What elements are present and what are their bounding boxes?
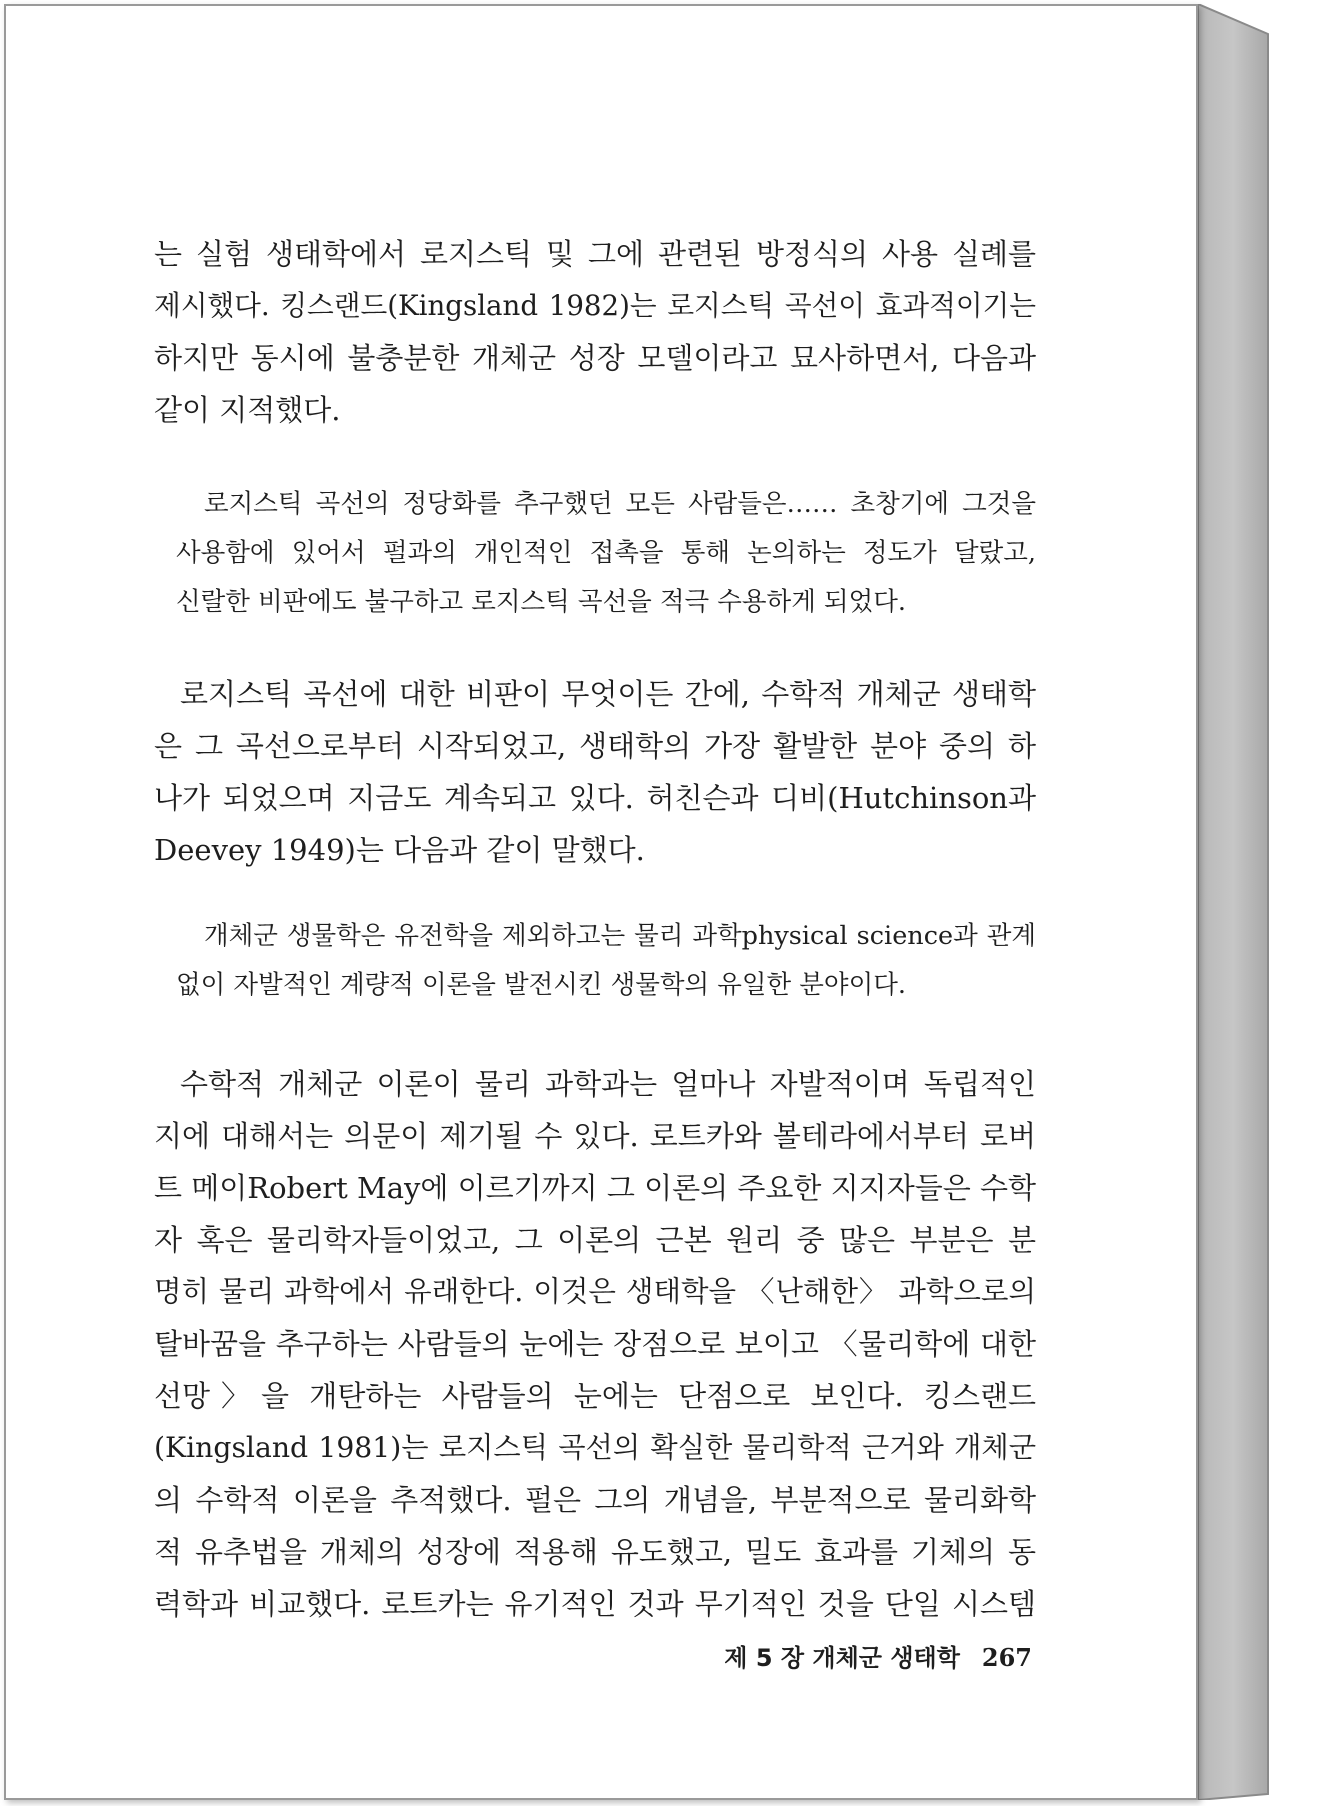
book-page <box>4 4 1198 1800</box>
text-line: 같이 지적했다. <box>154 393 341 427</box>
text-line: 로지스틱 곡선에 대한 비판이 무엇이든 간에, 수학적 개체군 생태학 <box>180 677 1036 711</box>
text-line: 나가 되었으며 지금도 계속되고 있다. 허친슨과 디비(Hutchinson과 <box>154 781 1036 815</box>
text-line: 는 실험 생태학에서 로지스틱 및 그에 관련된 방정식의 사용 실례를 <box>154 237 1036 271</box>
page-number: 267 <box>981 1643 1032 1672</box>
quote-line: 없이 자발적인 계량적 이론을 발전시킨 생물학의 유일한 분야이다. <box>176 970 906 1000</box>
text-line: 자 혹은 물리학자들이었고, 그 이론의 근본 원리 중 많은 부분은 분 <box>154 1223 1036 1257</box>
paragraph-1 <box>154 228 1036 436</box>
text-line: 하지만 동시에 불충분한 개체군 성장 모델이라고 묘사하면서, 다음과 <box>154 341 1036 375</box>
text-line: 트 메이Robert May에 이르기까지 그 이론의 주요한 지지자들은 수학 <box>154 1171 1036 1205</box>
text-line: 력학과 비교했다. 로트카는 유기적인 것과 무기적인 것을 단일 시스템 <box>154 1587 1036 1621</box>
text-line: 적 유추법을 개체의 성장에 적용해 유도했고, 밀도 효과를 기체의 동 <box>154 1535 1036 1569</box>
text-line: 제시했다. 킹스랜드(Kingsland 1982)는 로지스틱 곡선이 효과적이기는 <box>154 289 1036 322</box>
quote-line: 로지스틱 곡선의 정당화를 추구했던 모든 사람들은…… 초창기에 그것을 <box>204 489 1036 519</box>
paragraph-2 <box>154 668 1036 876</box>
quote-line: 사용함에 있어서 펄과의 개인적인 접촉을 통해 논의하는 정도가 달랐고, <box>176 538 1036 568</box>
text-line: 선망〉을 개탄하는 사람들의 눈에는 단점으로 보인다. 킹스랜드 <box>154 1379 1036 1413</box>
block-quote-1 <box>176 480 1036 627</box>
text-line: 의 수학적 이론을 추적했다. 펄은 그의 개념을, 부분적으로 물리화학 <box>154 1483 1036 1517</box>
quote-line: 개체군 생물학은 유전학을 제외하고는 물리 과학physical science과 관계 <box>204 921 1036 951</box>
paragraph-3 <box>154 1058 1036 1630</box>
text-line: 수학적 개체군 이론이 물리 과학과는 얼마나 자발적이며 독립적인 <box>180 1067 1036 1101</box>
text-line: 은 그 곡선으로부터 시작되었고, 생태학의 가장 활발한 분야 중의 하 <box>154 729 1036 763</box>
page-footer <box>724 1638 1032 1673</box>
text-line: (Kingsland 1981)는 로지스틱 곡선의 확실한 물리학적 근거와 개체군 <box>154 1431 1036 1464</box>
text-line: 탈바꿈을 추구하는 사람들의 눈에는 장점으로 보이고 〈물리학에 대한 <box>154 1327 1036 1361</box>
book-edge <box>1198 4 1278 1800</box>
text-line: 명히 물리 과학에서 유래한다. 이것은 생태학을 〈난해한〉 과학으로의 <box>154 1275 1036 1308</box>
chapter-title: 제 5 장 개체군 생태학 <box>724 1644 960 1672</box>
text-line: 지에 대해서는 의문이 제기될 수 있다. 로트카와 볼테라에서부터 로버 <box>154 1119 1036 1153</box>
quote-line: 신랄한 비판에도 불구하고 로지스틱 곡선을 적극 수용하게 되었다. <box>176 587 906 617</box>
block-quote-2 <box>176 912 1036 1010</box>
text-line: Deevey 1949)는 다음과 같이 말했다. <box>154 833 645 867</box>
